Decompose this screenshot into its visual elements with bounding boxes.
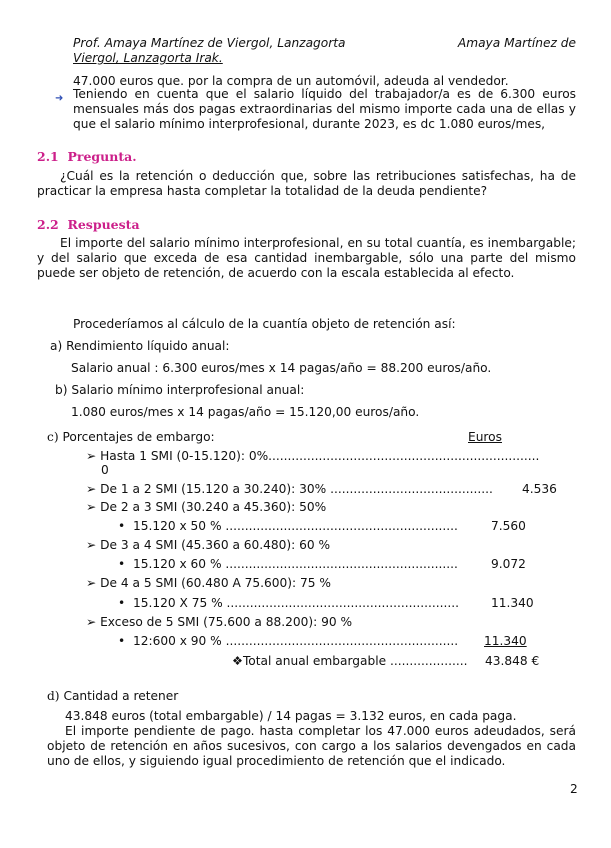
tranche-value: 11.340 <box>484 634 527 648</box>
tranche-value: 7.560 <box>491 519 526 533</box>
dot-leader: ...................................................................... <box>268 449 540 463</box>
euros-column-header: Euros <box>468 430 502 444</box>
total-value: 43.848 € <box>485 654 540 668</box>
heading-number: 2.1 <box>37 149 59 164</box>
arrow-right-bullet-icon: ➢ <box>86 449 97 463</box>
dot-leader: ............................................................ <box>225 634 459 648</box>
tranche-text: Hasta 1 SMI (0-15.120): 0% <box>100 449 269 463</box>
intro-bullet-text: Teniendo en cuenta que el salario líquido del trabajador/a es de 6.300 euros mensuales más dos pagas extraordinarias del mismo importe cada una de ellas y que el salario mínimo interprofesional, durante 2023, es dc 1.080 euros/mes, <box>73 87 576 131</box>
dot-leader: .......................................... <box>330 482 493 496</box>
arrow-right-bullet-icon: ➢ <box>86 500 97 514</box>
tranche-sub-text: 15.120 x 50 % <box>132 519 226 533</box>
arrow-right-bullet-icon: ➢ <box>86 482 97 496</box>
section-c-label <box>47 430 215 445</box>
page-number: 2 <box>570 782 578 796</box>
tranche-text: De 3 a 4 SMI (45.360 a 60.480): 60 % <box>100 538 331 552</box>
tranche-text: Exceso de 5 SMI (75.600 a 88.200): 90 % <box>100 615 353 629</box>
arrow-right-bullet-icon: ➢ <box>86 615 97 629</box>
heading-text: Respuesta <box>67 217 140 232</box>
arrow-down-bullet-icon: ➜ <box>55 93 64 104</box>
section-d-text: Cantidad a retener <box>63 689 179 703</box>
tranche-sub-row <box>118 557 458 572</box>
tranche-value: 0 <box>101 463 109 477</box>
page-header <box>73 36 576 66</box>
intro-line: 47.000 euros que. por la compra de un automóvil, adeuda al vendedor. <box>73 74 509 88</box>
heading-number: 2.2 <box>37 217 59 232</box>
pregunta-text: ¿Cuál es la retención o deducción que, sobre las retribuciones satisfechas, ha de practicar la empresa hasta completar la totalidad de la deuda pendiente? <box>37 169 576 198</box>
tranche-text: De 2 a 3 SMI (30.240 a 45.360): 50% <box>100 500 327 514</box>
tranche-value: 4.536 <box>522 482 557 496</box>
dot-bullet-icon: • <box>118 596 126 610</box>
dot-bullet-icon: • <box>118 557 126 571</box>
section-b-label: b) Salario mínimo interprofesional anual: <box>55 383 305 397</box>
dot-leader: ............................................................ <box>226 596 459 610</box>
section-d-text-paragraph: El importe pendiente de pago. hasta completar los 47.000 euros adeudados, será objeto de retención en años sucesivos, con cargo a los salarios devengados en cada uno de ellos, y siguiendo igual procedimiento de retención que el indicado. <box>47 724 576 768</box>
tranche-sub-row <box>118 519 458 534</box>
dot-bullet-icon: • <box>118 634 126 648</box>
dot-leader: .................... <box>390 654 468 668</box>
section-a-value: Salario anual : 6.300 euros/mes x 14 pagas/año = 88.200 euros/año. <box>71 361 492 375</box>
tranche-sub-row <box>118 634 458 649</box>
tranche-sub-row <box>118 596 459 611</box>
calc-intro: Procederíamos al cálculo de la cuantía objeto de retención así: <box>73 317 456 331</box>
header-author-right: Amaya Martínez de <box>457 36 576 50</box>
tranche-sub-text: 12:600 x 90 % <box>132 634 226 648</box>
dot-leader: ............................................................ <box>225 519 458 533</box>
section-letter: d) <box>47 689 60 703</box>
section-heading-pregunta <box>37 149 137 164</box>
section-c-text: Porcentajes de embargo: <box>62 430 215 444</box>
total-label: Total anual embargable <box>242 654 390 668</box>
arrow-right-bullet-icon: ➢ <box>86 576 97 590</box>
tranche-row <box>86 482 493 497</box>
heading-text: Pregunta. <box>67 149 137 164</box>
tranche-row <box>86 615 352 630</box>
section-a-label: a) Rendimiento líquido anual: <box>50 339 230 353</box>
tranche-text: De 4 a 5 SMI (60.480 A 75.600): 75 % <box>100 576 331 590</box>
header-author: Prof. Amaya Martínez de Viergol, Lanzagorta <box>73 36 346 50</box>
tranche-value: 11.340 <box>491 596 534 610</box>
total-row <box>232 654 467 669</box>
tranche-row <box>86 449 539 464</box>
diamond-bullet-icon: ❖ <box>232 654 243 668</box>
section-d-label <box>47 689 178 704</box>
section-d-line1: 43.848 euros (total embargable) / 14 pagas = 3.132 euros, en cada paga. <box>65 709 517 723</box>
respuesta-text: El importe del salario mínimo interprofesional, en su total cuantía, es inembargable; y del salario que exceda de esa cantidad inembargable, sólo una parte del mismo puede ser objeto de retención, de acuerdo con la escala establecida al efecto. <box>37 236 576 280</box>
tranche-row <box>86 538 330 553</box>
header-line2: Viergol, Lanzagorta Irak. <box>73 51 223 65</box>
section-b-value: 1.080 euros/mes x 14 pagas/año = 15.120,00 euros/año. <box>71 405 420 419</box>
tranche-value: 9.072 <box>491 557 526 571</box>
arrow-right-bullet-icon: ➢ <box>86 538 97 552</box>
dot-leader: ............................................................ <box>225 557 458 571</box>
tranche-sub-text: 15.120 X 75 % <box>132 596 227 610</box>
tranche-sub-text: 15.120 x 60 % <box>132 557 226 571</box>
tranche-row <box>86 576 331 591</box>
dot-bullet-icon: • <box>118 519 126 533</box>
section-letter: c) <box>47 430 59 444</box>
tranche-row <box>86 500 326 515</box>
tranche-text: De 1 a 2 SMI (15.120 a 30.240): 30% <box>100 482 331 496</box>
section-heading-respuesta <box>37 217 140 232</box>
